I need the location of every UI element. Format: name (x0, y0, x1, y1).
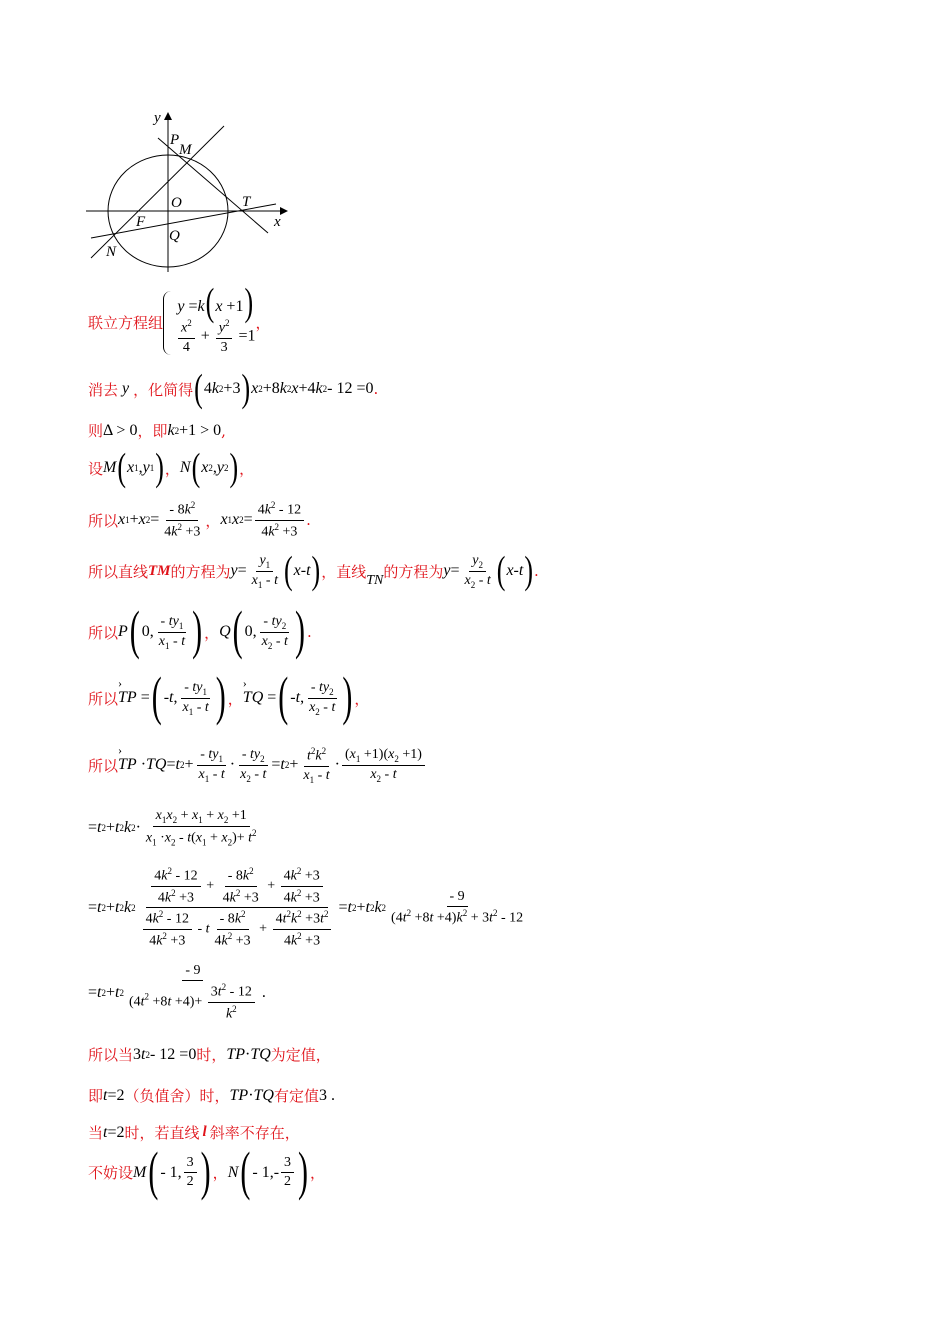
line-eliminate: 消去 y ，化简得 ( 4 k 2 +3 ) x 2 +8 k 2 x +4 k 2 - 12 =0 . (88, 366, 379, 410)
label-t: T (242, 194, 251, 210)
line-slope-not-exist: 当 t =2 时，若直线 l 斜率不存在， (88, 1123, 300, 1142)
line-vieta: 所以 x 1 + x 2 = $\frac{- 8k^2}{4k^2 +3}$ ， x 1 x 2 = $\frac{4k^2 - 12}{4k^2 +3}$ . (88, 500, 311, 540)
label-n: N (106, 244, 117, 260)
ellipse-figure (82, 108, 292, 274)
line-step-3: = t 2 + t 2 k 2 $\frac{4k^2 - 12}{4k^2 +3}$ + $\frac{- 8k^2}{4k^2 +3}$ + $\frac{4k^2 +3}{4k^2 +3}$ $\frac{4k^2 - 12}{4k^2 +3}$ - t $\frac{- 8k^2}{4k^2 +3}$ + $\frac{4t^2k^2 +3t^2}{4k^2 +3}$ = t 2 + t 2 k 2 $\frac{- 9}{(4t^2 +8t +4)k^2 + 3t^2 - 12}$ (88, 866, 524, 949)
line-constant-condition: 所以当 3 t 2 - 12 =0 时， TP · TQ 为定值， (88, 1045, 331, 1064)
equation-system: y =k(x +1) $\frac{x^2}{4}$ + $\frac{y^2}{3}$ =1 (177, 280, 256, 355)
label-f: F (136, 214, 146, 230)
line-t-equals-2: 即 t =2 （负值舍）时， TP · TQ 有定值 3 . (88, 1086, 335, 1105)
label-m: M (179, 142, 192, 158)
x-axis-arrow (280, 207, 288, 215)
line-p-q: 所以 P ( 0, $\frac{- ty_1}{x_1 - t}$ ) ， Q ( 0, $\frac{- ty_2}{x_2 - t}$ ) . (88, 601, 312, 662)
label-x: x (274, 214, 281, 230)
label-y: y (154, 110, 161, 126)
line-set-mn: 设 M ( x 1 , y 1 ) ， N ( x 2 , y 2 ) ， (88, 445, 255, 489)
line-system: 联立方程组 y =k(x +1) $\frac{x^2}{4}$ + $\frac{y^2}{3}$ =1 ， (88, 280, 271, 355)
line-step-4: = t 2 + t 2 - 9 $(4t^2 +8t +4)+$ $\frac{3t^2 - 12}{k^2}$ . (88, 963, 266, 1022)
label-p: P (170, 132, 180, 148)
line-dot-product: 所以 › TP · TQ = t 2 + $\frac{- ty_1}{x_1 - t}$ · $\frac{- ty_2}{x_2 - t}$ = t 2 + $\frac{t^2k^2}{x_1 - t}$ · $\frac{(x_1 +1)(x_2 +1)}{x_2 - t}$ (88, 746, 427, 784)
line-step-2: = t 2 + t 2 k 2 · $\frac{x_1x_2 + x_1 + x_2 +1}{x_1 \cdot x_2 - t(x_1 + x_2)+ t^2}$ (88, 808, 257, 848)
line-tm-tn: 所以直线 TM 的方程为 y = $\frac{y_1}{x_1 - t}$ ( x - t ) ，直线 TN 的方程为 y = $\frac{y_2}{x_2 - t}$ ( x - t ) . (88, 548, 539, 593)
brace (163, 291, 172, 355)
label-q: Q (169, 228, 180, 244)
line-assume-mn: 不妨设 M ( - 1, $\frac{3}{2}$ ) ， N ( - 1,- $\frac{3}{2}$ ) ， (88, 1141, 326, 1202)
line-pt (158, 138, 268, 233)
line-delta: 则 Δ > 0 ，即 k 2 +1 > 0 , (88, 421, 226, 440)
label-o: O (171, 195, 182, 211)
y-axis-arrow (164, 112, 172, 120)
line-vectors: 所以 › TP = ( - t , $\frac{- ty_1}{x_1 - t}$ ) ， › TQ = ( - t , $\frac{- ty_2}{x_2 - t}$ ) ， (88, 680, 369, 717)
